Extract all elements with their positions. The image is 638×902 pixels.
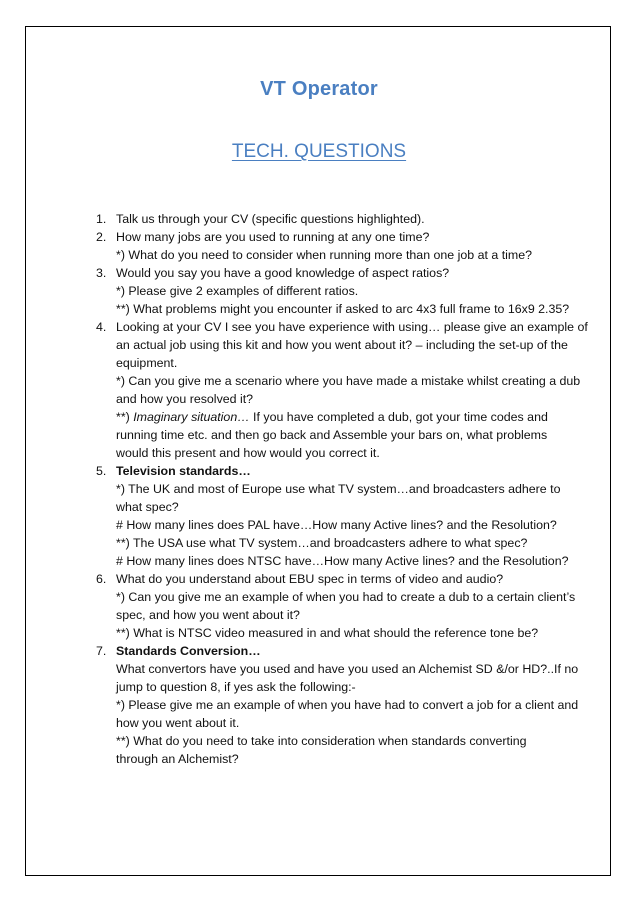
item-number: 5. xyxy=(96,464,107,478)
italic-phrase: Imaginary situation… xyxy=(133,410,250,424)
item-text: Would you say you have a good knowledge of aspect ratios? xyxy=(116,266,450,280)
document-title: VT Operator xyxy=(260,78,378,100)
item-number: 6. xyxy=(96,572,107,586)
item-text: What do you understand about EBU spec in terms of video and audio? xyxy=(116,572,504,586)
item-number: 7. xyxy=(96,644,107,658)
item-number: 2. xyxy=(96,230,107,244)
item-number: 4. xyxy=(96,320,107,334)
item-text: Talk us through your CV (specific questions highlighted). xyxy=(116,212,425,226)
item-text: Looking at your CV I see you have experience with using… please give an example of xyxy=(116,320,588,334)
item-number: 3. xyxy=(96,266,107,280)
document-subtitle: TECH. QUESTIONS xyxy=(231,141,407,162)
item-number: 1. xyxy=(96,212,107,226)
item-heading: Television standards… xyxy=(116,464,251,478)
item-text: How many jobs are you used to running at any one time? xyxy=(116,230,430,244)
item-heading: Standards Conversion… xyxy=(116,644,261,658)
